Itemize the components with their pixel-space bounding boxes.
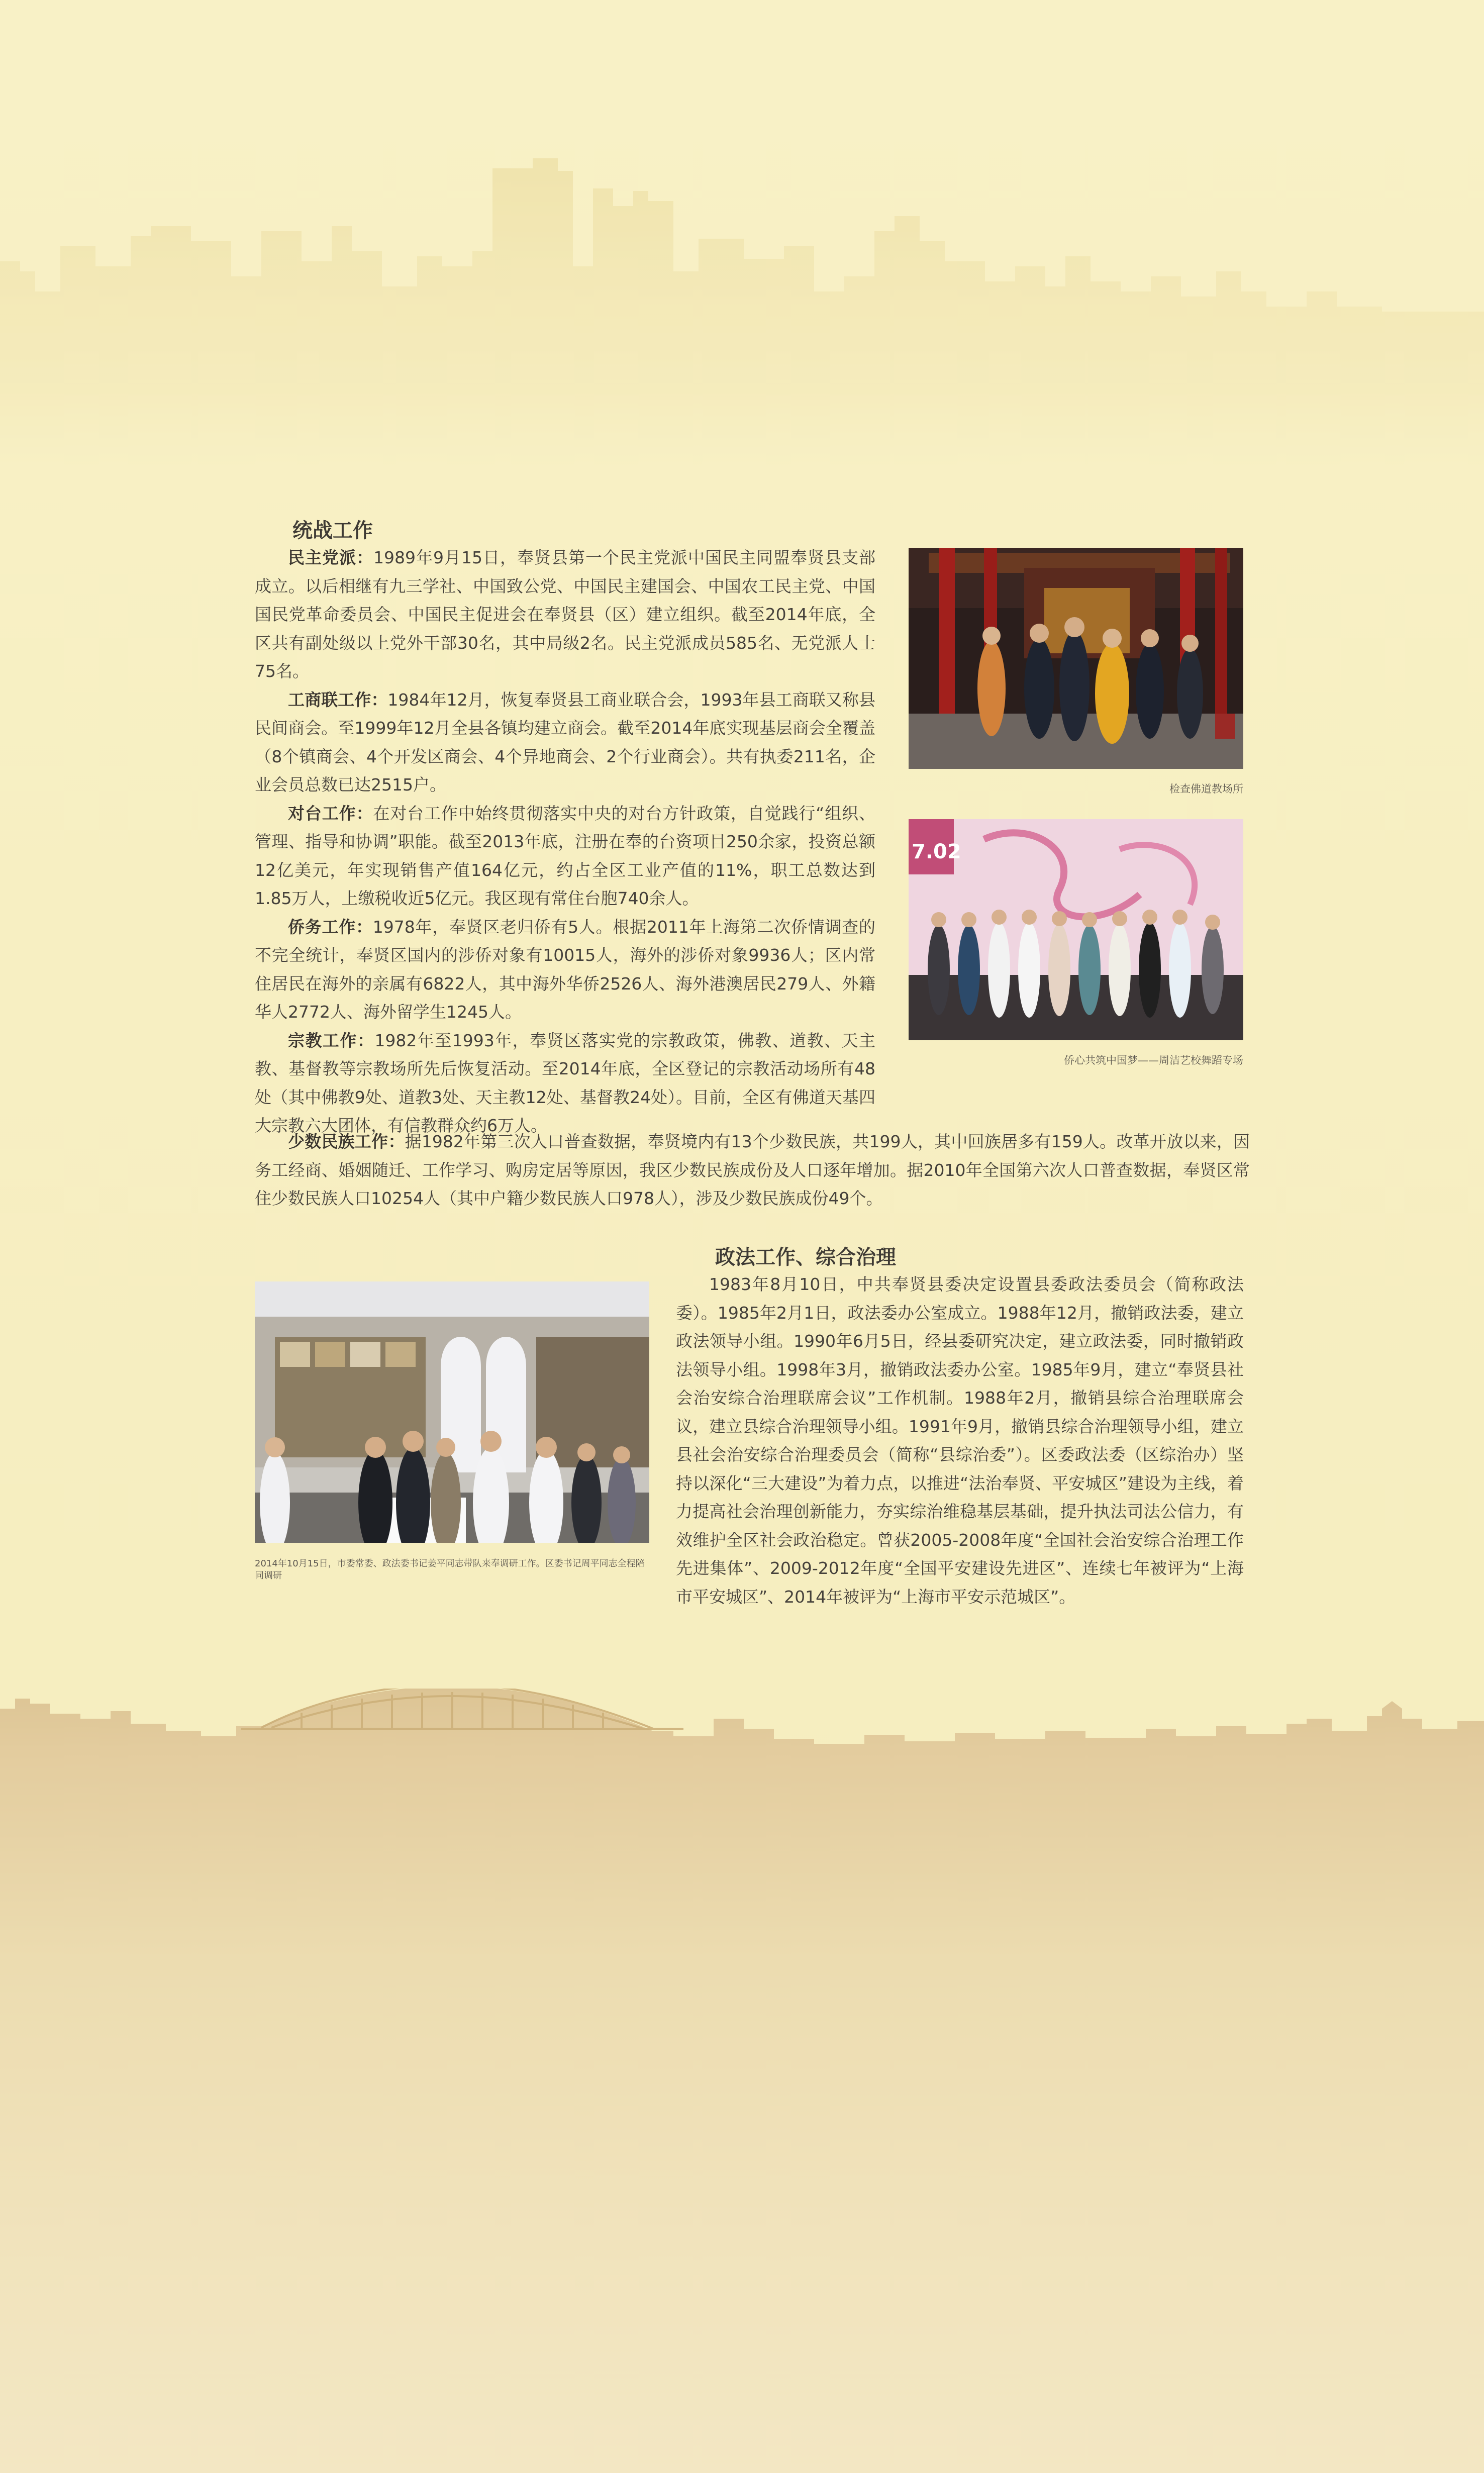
democratic-parties-lead: 民主党派： [288, 548, 374, 567]
religion-lead: 宗教工作： [288, 1030, 375, 1050]
dance-performance-caption: 侨心共筑中国梦——周洁艺校舞蹈专场 [1064, 1054, 1243, 1066]
official-visit-photo [255, 1281, 649, 1543]
top-skyline-decoration [0, 141, 1484, 492]
overseas-chinese-text: 1978年，奉贤区老归侨有5人。根据2011年上海第二次侨情调查的不完全统计，奉贤区国内的涉侨对象有10015人，海外的涉侨对象9936人；区内常住居民在海外的亲属有6822人，其中海外华侨2526人、海外港澳居民279人、外籍华人2772人、海外留学生1245人。 [255, 917, 875, 1022]
politics-law-paragraph: 1983年8月10日，中共奉贤县委决定设置县委政法委员会（简称政法委）。1985年2月1日，政法委办公室成立。1988年12月，撤销政法委，建立政法领导小组。1990年6月5日，经县委研究决定，建立政法委，同时撤销政法领导小组。1998年3月，撤销政法委办公室。1985年9月，建立“奉贤县社会治安综合治理联席会议”工作机制。1988年2月，撤销县综合治理联席会议，建立县综合治理领导小组。1991年9月，撤销县综合治理领导小组，建立县社会治安综合治理委员会（简称“县综治委”）。区委政法委（区综治办）坚持以深化“三大建设”为着力点，以推进“法治奉贤、平安城区”建设为主线，着力提高社会治理创新能力，夯实综治维稳基层基础，提升执法司法公信力，有效维护全区社会政治稳定。曾获2005-2008年度“全国社会治安综合治理工作先进集体”、2009-2012年度“全国平安建设先进区”、连续七年被评为“上海市平安城区”、2014年被评为“上海市平安示范城区”。 [676, 1274, 1244, 1607]
commerce-federation-paragraph [255, 686, 875, 800]
politics-law-title: 政法工作、综合治理 [715, 1246, 896, 1269]
dance-performance-photo [909, 819, 1243, 1040]
overseas-chinese-lead: 侨务工作： [288, 917, 373, 937]
ethnic-minorities-lead: 少数民族工作： [288, 1132, 405, 1151]
ethnic-minorities-body [255, 1128, 1250, 1213]
temple-inspection-photo [909, 548, 1243, 769]
overseas-chinese-paragraph [255, 913, 875, 1027]
banner-date-text: 7.02 [912, 840, 961, 863]
politics-law-body [676, 1270, 1244, 1611]
temple-inspection-caption: 检查佛道教场所 [1169, 783, 1243, 795]
religion-paragraph [255, 1027, 875, 1140]
taiwan-affairs-lead: 对台工作： [288, 803, 373, 823]
democratic-parties-text: 1989年9月15日，奉贤县第一个民主党派中国民主同盟奉贤县支部成立。以后相继有九三学社、中国致公党、中国民主建国会、中国农工民主党、中国国民党革命委员会、中国民主促进会在奉贤县（区）建立组织。截至2014年底，全区共有副处级以上党外干部30名，其中局级2名。民主党派成员585名、无党派人士75名。 [255, 548, 875, 681]
ethnic-minorities-paragraph [255, 1128, 1250, 1213]
taiwan-affairs-text: 在对台工作中始终贯彻落实中央的对台方针政策，自觉践行“组织、管理、指导和协调”职能。截至2013年底，注册在奉的台资项目250余家，投资总额12亿美元，年实现销售产值164亿元，约占全区工业产值的11%，职工总数达到1.85万人，上缴税收近5亿元。我区现有常住台胞740余人。 [255, 803, 875, 908]
official-visit-caption: 2014年10月15日，市委常委、政法委书记姜平同志带队来奉调研工作。区委书记周平同志全程陪同调研 [255, 1558, 645, 1581]
united-front-title: 统战工作 [292, 519, 373, 542]
taiwan-affairs-paragraph [255, 800, 875, 913]
religion-text: 1982年至1993年，奉贤区落实党的宗教政策，佛教、道教、天主教、基督教等宗教场所先后恢复活动。至2014年底，全区登记的宗教活动场所有48处（其中佛教9处、道教3处、天主教12处、基督教24处）。目前，全区有佛道天基四大宗教六大团体，有信教群众约6万人。 [255, 1030, 876, 1135]
ethnic-minorities-text: 据1982年第三次人口普查数据，奉贤境内有13个少数民族，共199人，其中回族居多有159人。改革开放以来，因务工经商、婚姻随迁、工作学习、购房定居等原因，我区少数民族成份及人口逐年增加。据2010年全国第六次人口普查数据，奉贤区常住少数民族人口10254人（其中户籍少数民族人口978人），涉及少数民族成份49个。 [255, 1132, 1250, 1208]
united-front-body [255, 544, 875, 1140]
commerce-federation-text: 1984年12月，恢复奉贤县工商业联合会，1993年县工商联又称县民间商会。至1999年12月全县各镇均建立商会。截至2014年底实现基层商会全覆盖（8个镇商会、4个开发区商会、4个异地商会、2个行业商会）。共有执委211名，企业会员总数已达2515户。 [255, 689, 876, 795]
bottom-skyline-decoration [0, 1689, 1484, 2473]
democratic-parties-paragraph [255, 544, 875, 686]
commerce-federation-lead: 工商联工作： [288, 689, 388, 710]
